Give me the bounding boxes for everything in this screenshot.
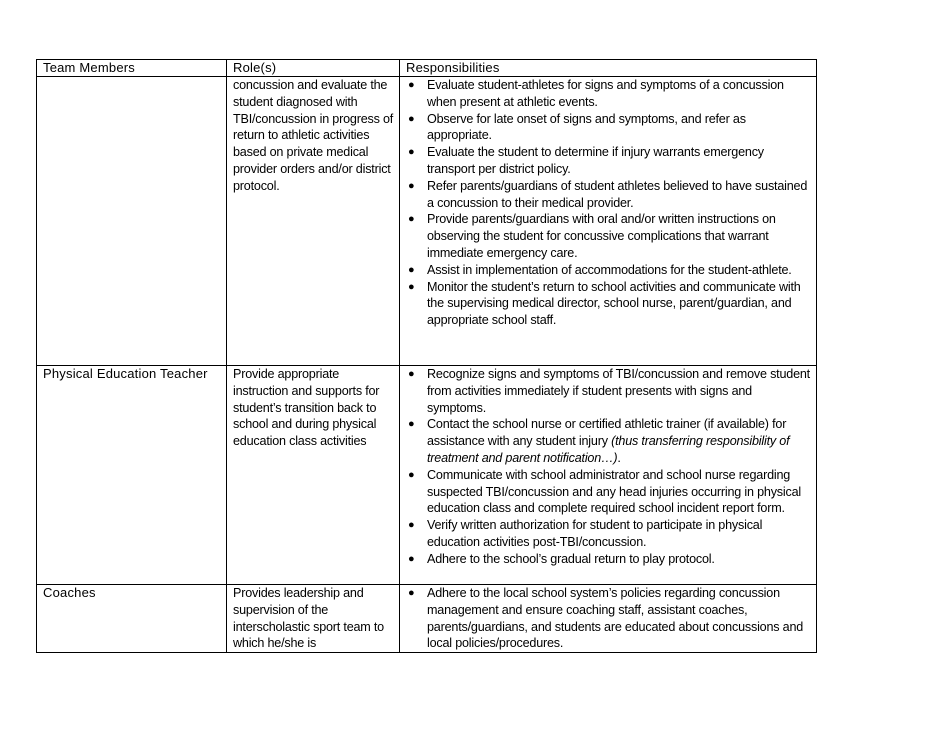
responsibilities-list <box>406 366 812 568</box>
responsibilities-list <box>406 585 812 652</box>
table-row <box>37 585 817 653</box>
role-cell: Provide appropriate instruction and supports for student’s transition back to school and during physical education class activities <box>227 366 400 585</box>
bullet-icon: ● <box>408 468 415 481</box>
header-team-members: Team Members <box>37 60 227 77</box>
bullet-icon: ● <box>408 79 415 91</box>
list-item: ● Monitor the student’s return to school activities and communicate with the supervising medical director, school nurse, parent/guardian, and appropriate school staff. <box>408 279 801 328</box>
list-item: ● Adhere to the school’s gradual return to play protocol. <box>408 551 715 566</box>
responsibilities-list <box>406 77 812 329</box>
bullet-icon: ● <box>408 263 415 276</box>
list-item: ● Verify written authorization for student to participate in physical education activities post-TBI/concussion. <box>408 518 763 549</box>
bullet-icon: ● <box>408 213 415 226</box>
responsibilities-cell <box>400 585 817 653</box>
role-cell: Provides leadership and supervision of the interscholastic sport team to which he/she is <box>227 585 400 653</box>
list-item: ● Recognize signs and symptoms of TBI/concussion and remove student from activities immediately if student presents with signs and symptoms. <box>408 367 810 415</box>
list-item: ● Adhere to the local school system’s policies regarding concussion management and ensure coaching staff, assistant coaches, parents/guardians, and students are educated about concussions and local policies/procedures. <box>408 586 804 651</box>
list-item: ● Communicate with school administrator and school nurse regarding suspected TBI/concussion and any head injuries occurring in physical education class and complete required school incident report form. <box>408 467 801 516</box>
bullet-icon: ● <box>408 418 415 431</box>
list-item: ● Observe for late onset of signs and symptoms, and refer as appropriate. <box>408 111 746 143</box>
bullet-icon: ● <box>408 552 415 565</box>
responsibilities-cell <box>400 77 817 366</box>
table-header-row <box>37 60 817 77</box>
member-cell: Coaches <box>37 585 227 653</box>
header-roles: Role(s) <box>227 60 400 77</box>
list-item: ● Assist in implementation of accommodations for the student-athlete. <box>408 262 792 277</box>
list-item: ● Refer parents/guardians of student athletes believed to have sustained a concussion to their medical provider. <box>408 178 808 210</box>
header-responsibilities: Responsibilities <box>400 60 817 77</box>
bullet-icon: ● <box>408 280 415 293</box>
bullet-icon: ● <box>408 112 415 125</box>
bullet-icon: ● <box>408 179 415 192</box>
responsibilities-cell <box>400 366 817 585</box>
role-cell: concussion and evaluate the student diagnosed with TBI/concussion in progress of return to athletic activities based on private medical provider orders and/or district protocol. <box>227 77 400 366</box>
member-cell <box>37 77 227 366</box>
bullet-icon: ● <box>408 519 415 532</box>
bullet-icon: ● <box>408 368 415 380</box>
list-item: ● Evaluate student-athletes for signs and symptoms of a concussion when present at athletic events. <box>408 78 784 109</box>
team-responsibilities-table <box>36 59 817 653</box>
bullet-icon: ● <box>408 587 415 599</box>
list-item: ● Provide parents/guardians with oral and/or written instructions on observing the student for concussive complications that warrant immediate emergency care. <box>408 212 776 260</box>
list-item: ● Evaluate the student to determine if injury warrants emergency transport per district policy. <box>408 145 764 176</box>
bullet-icon: ● <box>408 146 415 159</box>
table-row <box>37 366 817 585</box>
member-cell: Physical Education Teacher <box>37 366 227 585</box>
list-item: ● Contact the school nurse or certified athletic trainer (if available) for assistance with any student injury (thus transferring responsibility of treatment and parent notification…). <box>408 417 790 465</box>
table-row <box>37 77 817 366</box>
